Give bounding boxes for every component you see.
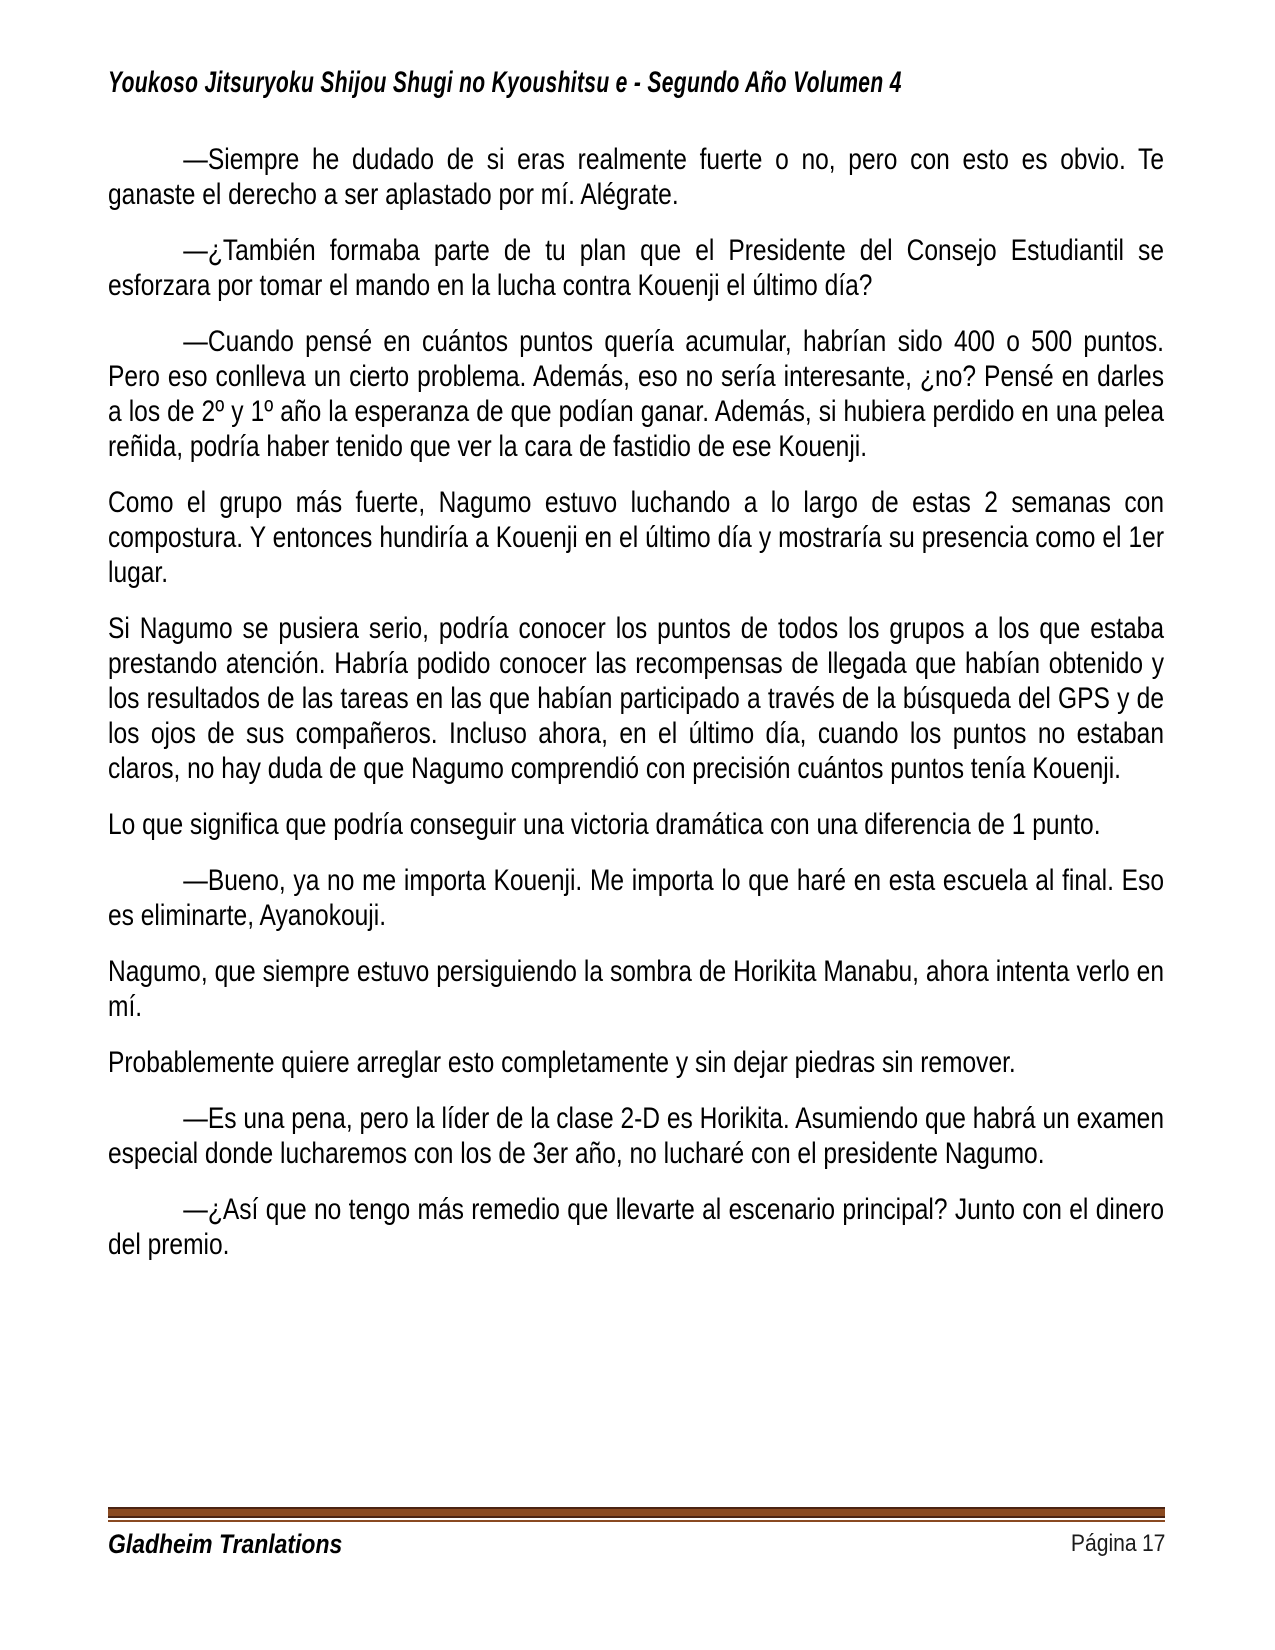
paragraph-dialogue: —Es una pena, pero la líder de la clase 2-D es Horikita. Asumiendo que habrá un examen especial donde lucharemos con los de 3er año, no lucharé con el presidente Nagumo. — [108, 1102, 1164, 1170]
divider-thick-line — [108, 1509, 1165, 1516]
paragraph-dialogue: —¿Así que no tengo más remedio que llevarte al escenario principal? Junto con el dinero del premio. — [108, 1193, 1164, 1261]
paragraph-dialogue: —Siempre he dudado de si eras realmente fuerte o no, pero con esto es obvio. Te ganaste el derecho a ser aplastado por mí. Alégrate. — [108, 143, 1164, 211]
footer-divider — [108, 1507, 1165, 1522]
paragraph-narration: Como el grupo más fuerte, Nagumo estuvo luchando a lo largo de estas 2 semanas con compostura. Y entonces hundiría a Kouenji en el último día y mostraría su presencia como el 1er lugar. — [108, 486, 1164, 589]
document-body — [108, 142, 1164, 1283]
divider-thin-bottom-line — [108, 1520, 1165, 1522]
paragraph-dialogue: —Cuando pensé en cuántos puntos quería acumular, habrían sido 400 o 500 puntos. Pero eso conlleva un cierto problema. Además, eso no sería interesante, ¿no? Pensé en darles a los de 2º y 1º año la esperanza de que podían ganar. Además, si hubiera perdido en una pelea reñida, podría haber tenido que ver la cara de fastidio de ese Kouenji. — [108, 325, 1164, 463]
paragraph-dialogue: —Bueno, ya no me importa Kouenji. Me importa lo que haré en esta escuela al final. Eso es eliminarte, Ayanokouji. — [108, 864, 1164, 932]
page-number-value: 17 — [1141, 1530, 1165, 1557]
paragraph-narration: Lo que significa que podría conseguir una victoria dramática con una diferencia de 1 punto. — [108, 808, 1101, 841]
page-number-label: Página — [1070, 1530, 1137, 1557]
header-title: Youkoso Jitsuryoku Shijou Shugi no Kyoushitsu e - Segundo Año Volumen 4 — [108, 66, 902, 99]
paragraph-narration: Probablemente quiere arreglar esto completamente y sin dejar piedras sin remover. — [108, 1046, 1016, 1079]
page-footer — [108, 1528, 1165, 1560]
footer-brand: Gladheim Tranlations — [108, 1529, 343, 1559]
page-number-area — [1070, 1528, 1165, 1560]
paragraph-narration: Si Nagumo se pusiera serio, podría conocer los puntos de todos los grupos a los que estaba prestando atención. Habría podido conocer las recompensas de llegada que habían obtenido y los resultados de las tareas en las que habían participado a través de la búsqueda del GPS y de los ojos de sus compañeros. Incluso ahora, en el último día, cuando los puntos no estaban claros, no hay duda de que Nagumo comprendió con precisión cuántos puntos tenía Kouenji. — [108, 612, 1164, 785]
page-header — [108, 68, 1168, 98]
paragraph-dialogue: —¿También formaba parte de tu plan que el Presidente del Consejo Estudiantil se esforzara por tomar el mando en la lucha contra Kouenji el último día? — [108, 234, 1164, 302]
paragraph-narration: Nagumo, que siempre estuvo persiguiendo la sombra de Horikita Manabu, ahora intenta verlo en mí. — [108, 955, 1164, 1023]
